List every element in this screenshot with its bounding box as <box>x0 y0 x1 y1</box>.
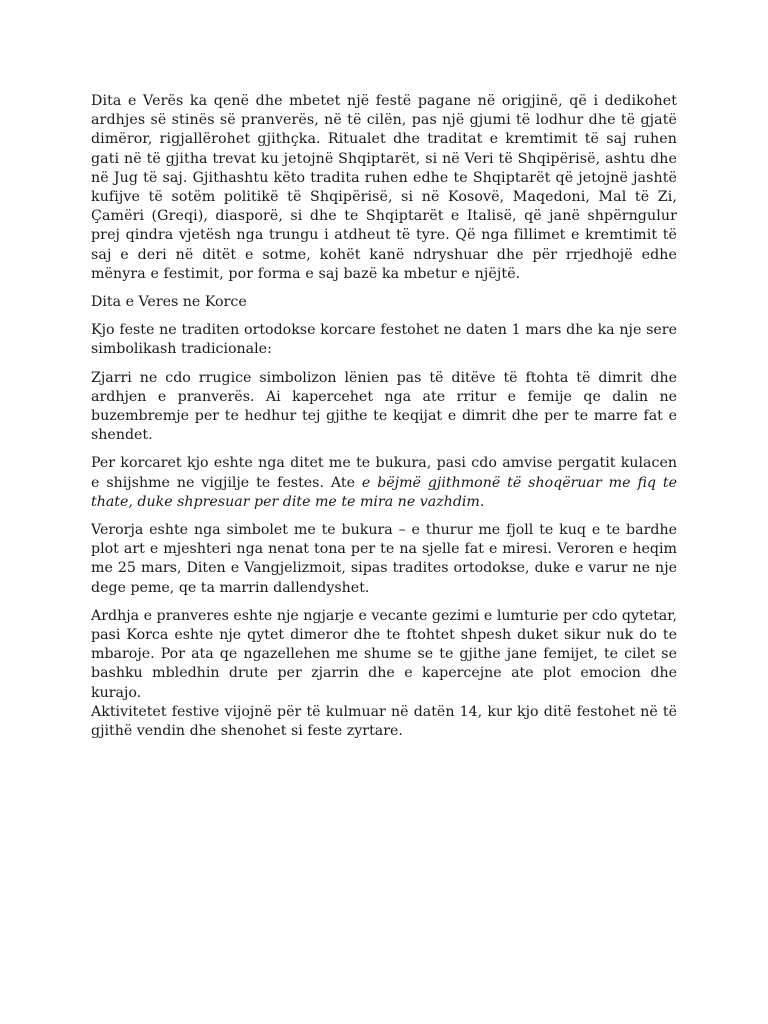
paragraph-fire: Zjarri ne cdo rrugice simbolizon lënien pas të ditëve të ftohta të dimrit dhe ardhjen e pranverës. Ai kapercehet nga ate rritur e femije qe dalin ne buzembremje per te hedhur tej gjithe te keqijat e dimrit dhe per te marre fat e shendet. <box>91 369 677 444</box>
document-page <box>91 92 677 741</box>
section-heading: Dita e Veres ne Korce <box>91 294 247 311</box>
paragraph-tradition: Kjo feste ne traditen ortodokse korcare festohet ne daten 1 mars dhe ka nje sere simbolikash tradicionale: <box>91 322 677 358</box>
paragraph-verore: Verorja eshte nga simbolet me te bukura – e thurur me fjoll te kuq e te bardhe plot art e mjeshteri nga nenat tona per te na sjelle fat e miresi. Veroren e heqim me 25 mars, Diten e Vangjelizmoit, sipas tradites ortodokse, duke e varur ne nje dege peme, qe ta marrin dallendyshet. <box>91 522 677 596</box>
paragraph-kulac-italic: e bëjmë gjithmonë të shoqëruar me fiq te thate, duke shpresuar per dite me te mira ne vazhdim <box>91 474 678 510</box>
paragraph-spring: Ardhja e pranveres eshte nje ngjarje e vecante gezimi e lumturie per cdo qytetar, pasi Korca eshte nje qytet dimeror dhe te ftohtet shpesh duket sikur nuk do te mbaroje. Por ata qe ngazellehen me shume se te gjithe jane femijet, te cilet se bashku mbledhin drute per zjarrin dhe e kapercejne ate plot emocion dhe kurajo. <box>91 607 677 701</box>
paragraph-activities: Aktivitetet festive vijojnë për të kulmuar në datën 14, kur kjo ditë festohet në të gjithë vendin dhe shenohet si feste zyrtare. <box>91 703 677 740</box>
paragraph-kulac-end: . <box>479 493 485 510</box>
intro-paragraph: Dita e Verës ka qenë dhe mbetet një festë pagane në origjinë, që i dedikohet ardhjes së stinës së pranverës, në të cilën, pas një gjumi të lodhur dhe të gjatë dimëror, rigjallërohet gjithçka. Ritualet dhe traditat e kremtimit të saj ruhen gati në të gjitha trevat ku jetojnë Shqiptarët, si në Veri të Shqipërisë, ashtu dhe në Jug të saj. Gjithashtu këto tradita ruhen edhe te Shqiptarët që jetojnë jashtë kufijve të sotëm politikë të Shqipërisë, si në Kosovë, Maqedoni, Mal të Zi, Çamëri (Greqi), diasporë, si dhe te Shqiptarët e Italisë, që janë shpërngulur prej qindra vjetësh nga trungu i atdheut të tyre. Që nga fillimet e kremtimit të saj e deri në ditët e sotme, kohët kanë ndryshuar dhe për rrjedhojë edhe mënyra e festimit, por forma e saj bazë ka mbetur e njëjtë. <box>91 93 677 282</box>
paragraph-kulac-text: Per korcaret kjo eshte nga ditet me te bukura, pasi cdo amvise pergatit kulacen e shijshme ne vigjilje te festes. Ate <box>91 455 677 491</box>
paragraph-kulac <box>91 454 677 512</box>
